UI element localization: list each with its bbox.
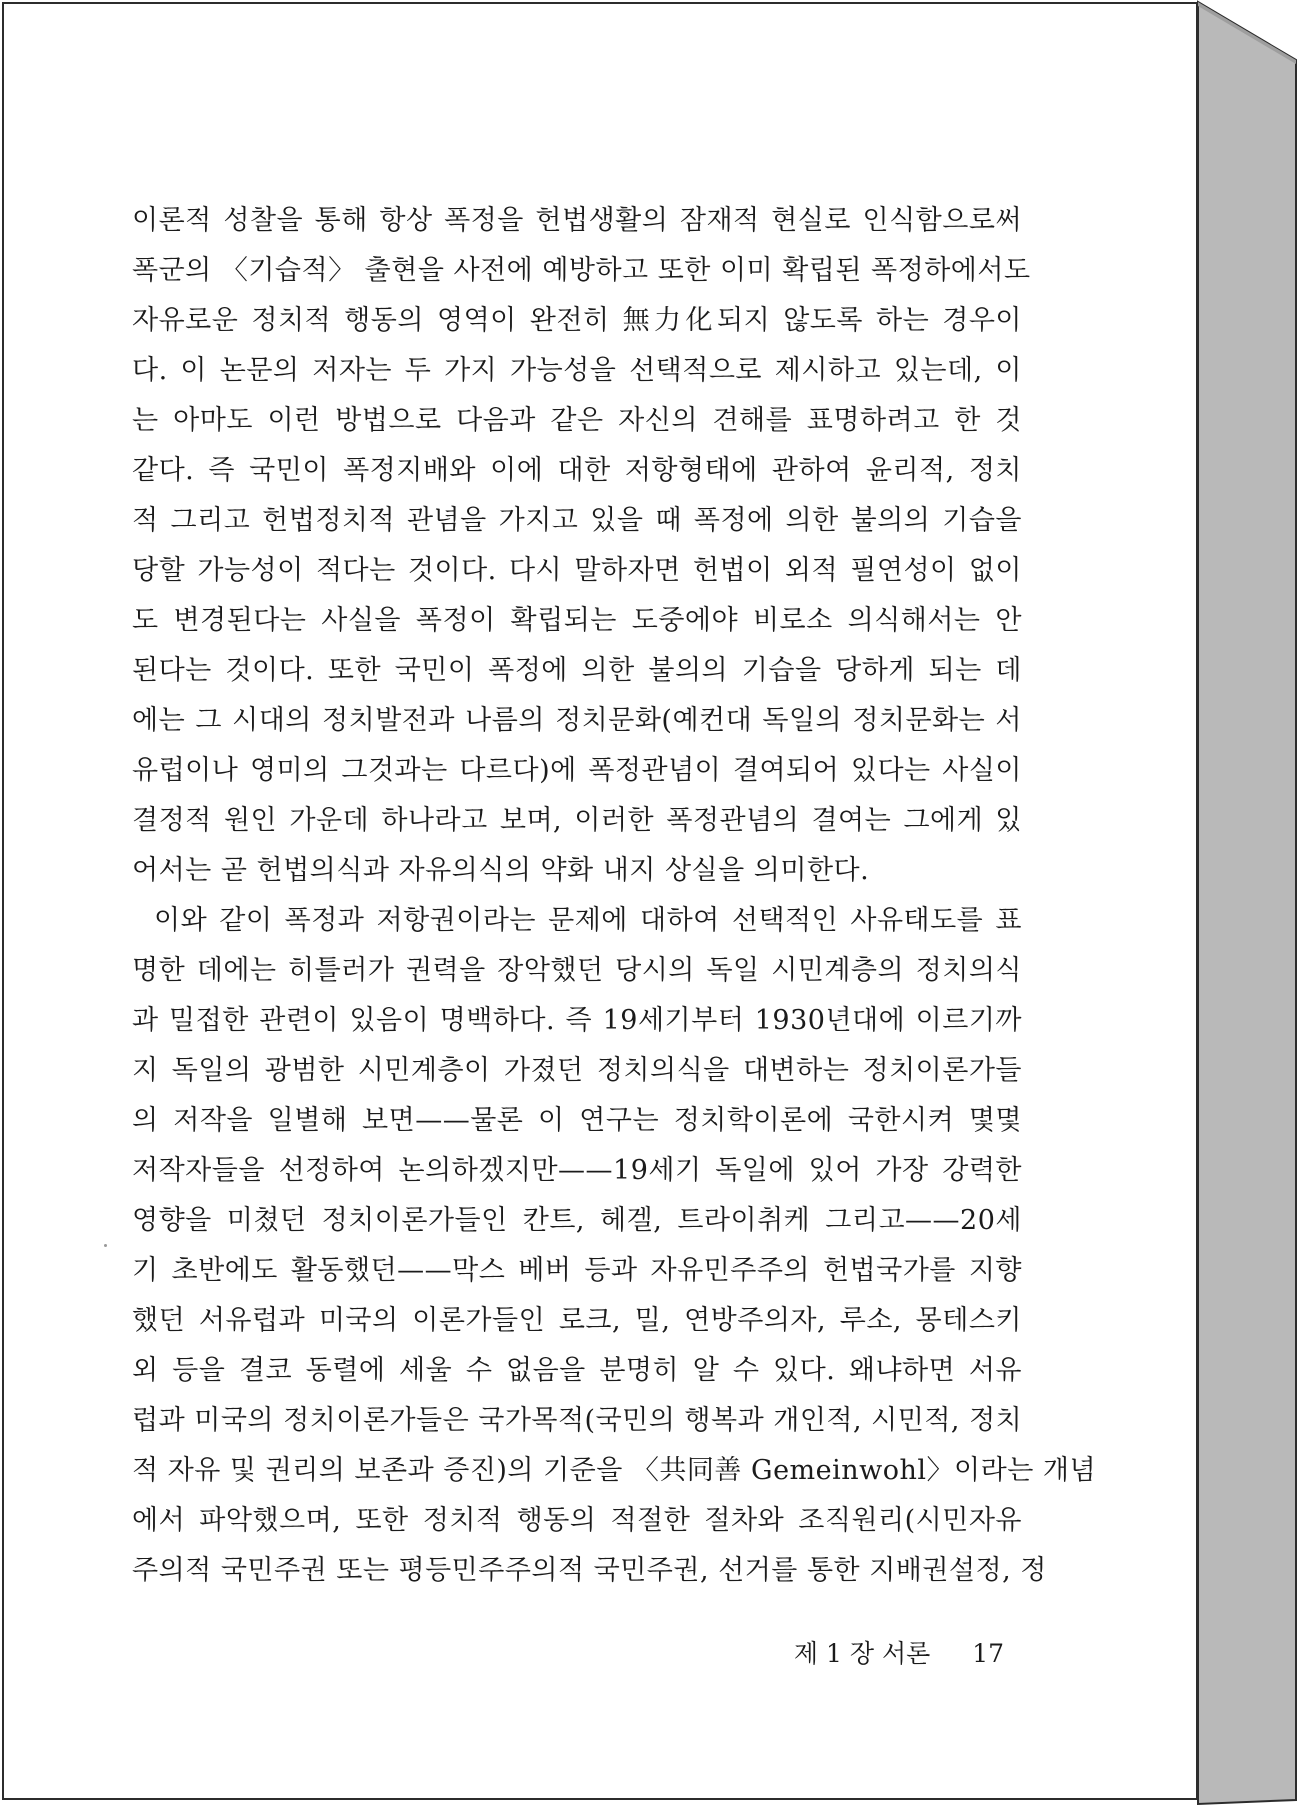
text-line: 어서는 곧 헌법의식과 자유의식의 약화 내지 상실을 의미한다.	[132, 855, 870, 886]
text-line: 는 아마도 이런 방법으로 다음과 같은 자신의 견해를 표명하려고 한 것	[132, 405, 1022, 436]
document-page	[2, 2, 1198, 1800]
text-line: 당할 가능성이 적다는 것이다. 다시 말하자면 헌법이 외적 필연성이 없이	[132, 555, 1022, 586]
text-line: 같다. 즉 국민이 폭정지배와 이에 대한 저항형태에 관하여 윤리적, 정치	[132, 455, 1022, 486]
text-line: 기 초반에도 활동했던——막스 베버 등과 자유민주주의 헌법국가를 지향	[132, 1255, 1022, 1286]
text-line: 명한 데에는 히틀러가 권력을 장악했던 당시의 독일 시민계층의 정치의식	[132, 955, 1022, 986]
text-line: 에는 그 시대의 정치발전과 나름의 정치문화(예컨대 독일의 정치문화는 서	[132, 705, 1022, 736]
text-line: 다. 이 논문의 저자는 두 가지 가능성을 선택적으로 제시하고 있는데, 이	[132, 355, 1022, 386]
page-footer	[4, 1634, 1004, 1670]
text-line: 자유로운 정치적 행동의 영역이 완전히 無力化되지 않도록 하는 경우이	[132, 305, 1022, 336]
text-line: 적 그리고 헌법정치적 관념을 가지고 있을 때 폭정에 의한 불의의 기습을	[132, 505, 1022, 536]
text-line: 과 밀접한 관련이 있음이 명백하다. 즉 19세기부터 1930년대에 이르기까	[132, 1005, 1022, 1036]
text-line: 주의적 국민주권 또는 평등민주주의적 국민주권, 선거를 통한 지배권설정, 정	[132, 1555, 1047, 1586]
text-line: 유럽이나 영미의 그것과는 다르다)에 폭정관념이 결여되어 있다는 사실이	[132, 755, 1022, 786]
text-line: 이와 같이 폭정과 저항권이라는 문제에 대하여 선택적인 사유태도를 표	[154, 905, 1022, 936]
scan-speck	[104, 1244, 107, 1247]
text-line: 이론적 성찰을 통해 항상 폭정을 헌법생활의 잠재적 현실로 인식함으로써	[132, 205, 1022, 236]
text-line: 결정적 원인 가운데 하나라고 보며, 이러한 폭정관념의 결여는 그에게 있	[132, 805, 1022, 836]
text-line: 폭군의 〈기습적〉 출현을 사전에 예방하고 또한 이미 확립된 폭정하에서도	[132, 255, 1031, 286]
page-number: 17	[972, 1639, 1004, 1668]
running-head-chapter: 제 1 장 서론	[793, 1639, 931, 1668]
paragraph	[132, 196, 1031, 896]
paragraph	[132, 896, 1097, 1596]
text-line: 의 저작을 일별해 보면——물론 이 연구는 정치학이론에 국한시켜 몇몇	[132, 1105, 1022, 1136]
text-line: 도 변경된다는 사실을 폭정이 확립되는 도중에야 비로소 의식해서는 안	[132, 605, 1022, 636]
body-text	[132, 196, 1097, 1596]
text-line: 지 독일의 광범한 시민계층이 가졌던 정치의식을 대변하는 정치이론가들	[132, 1055, 1022, 1086]
text-line: 적 자유 및 권리의 보존과 증진)의 기준을 〈共同善 Gemeinwohl〉이라는 개념	[132, 1455, 1097, 1486]
text-line: 에서 파악했으며, 또한 정치적 행동의 적절한 절차와 조직원리(시민자유	[132, 1505, 1022, 1536]
text-line: 럽과 미국의 정치이론가들은 국가목적(국민의 행복과 개인적, 시민적, 정치	[132, 1405, 1023, 1436]
text-line: 저작자들을 선정하여 논의하겠지만——19세기 독일에 있어 가장 강력한	[132, 1155, 1022, 1186]
text-line: 영향을 미쳤던 정치이론가들인 칸트, 헤겔, 트라이취케 그리고——20세	[132, 1205, 1022, 1236]
text-line: 외 등을 결코 동렬에 세울 수 없음을 분명히 알 수 있다. 왜냐하면 서유	[132, 1355, 1022, 1386]
text-line: 했던 서유럽과 미국의 이론가들인 로크, 밀, 연방주의자, 루소, 몽테스키	[132, 1305, 1022, 1336]
text-line: 된다는 것이다. 또한 국민이 폭정에 의한 불의의 기습을 당하게 되는 데	[132, 655, 1022, 686]
